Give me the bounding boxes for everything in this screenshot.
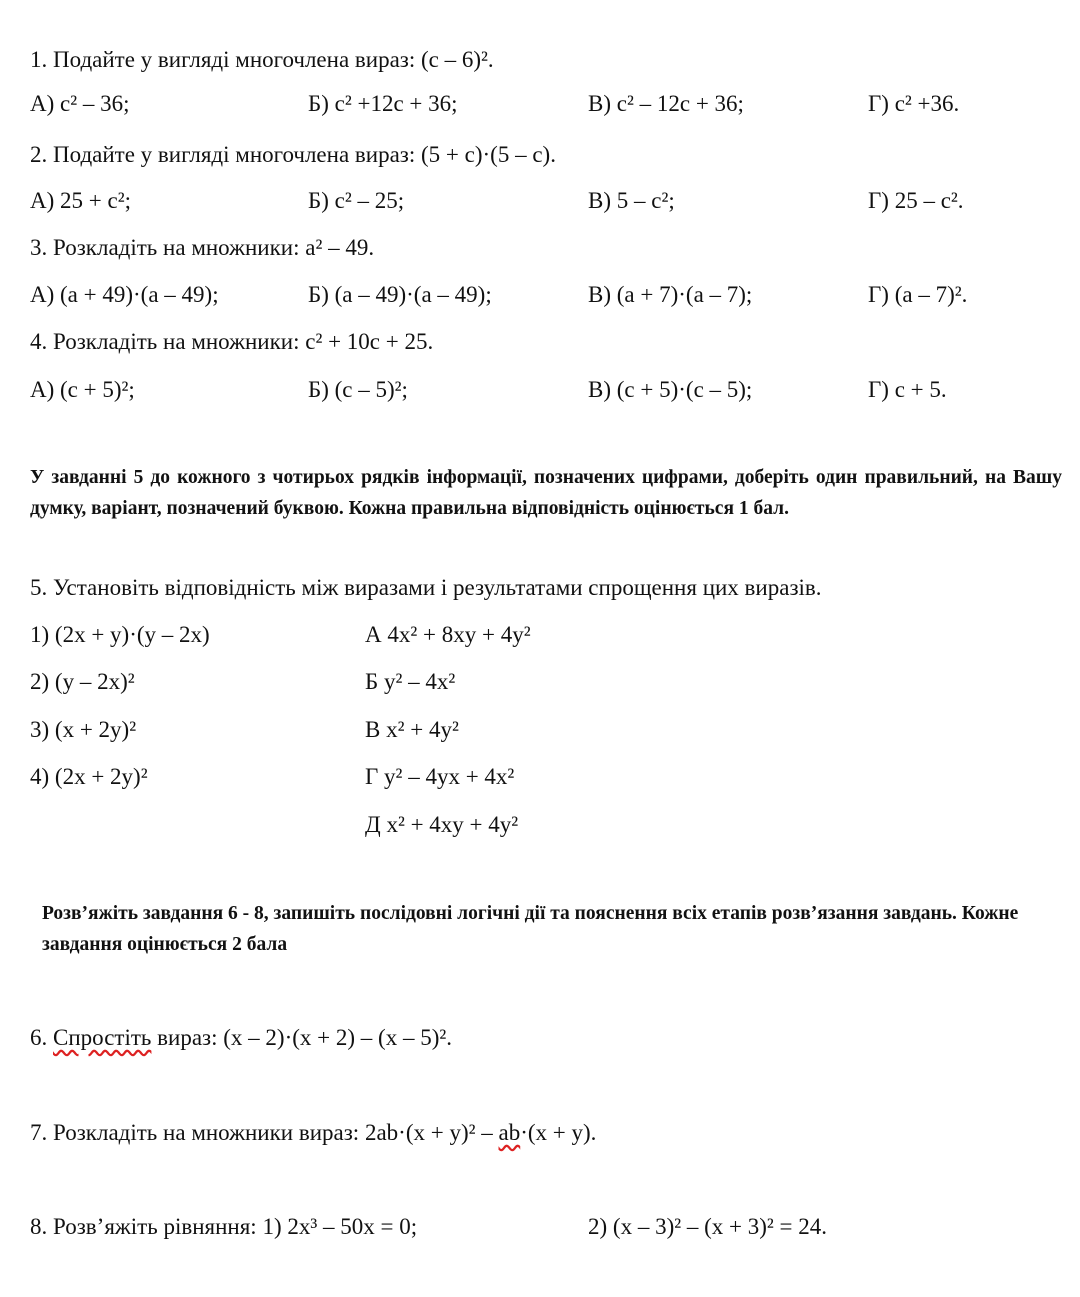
q1-option-g: Г) c² +36. <box>868 91 960 116</box>
q2-option-v: В) 5 – c²; <box>588 188 675 213</box>
q2-text: 2. Подайте у вигляді многочлена вираз: (5 + c)·(5 – c). <box>30 142 556 167</box>
task8-part2: 2) (x – 3)² – (x + 3)² = 24. <box>588 1214 828 1239</box>
task5-right-g: Г y² – 4yx + 4x² <box>365 764 515 789</box>
task7-word: ab <box>498 1120 521 1145</box>
instruction-task6-8: Розв’яжіть завдання 6 - 8, запишіть послідовні логічні дії та пояснення всіх етапів розв’язання завдань. Кожне завдання оцінюється 2 бала <box>42 903 1019 955</box>
q4-option-a: А) (c + 5)²; <box>30 377 135 402</box>
q1-text: 1. Подайте у вигляді многочлена вираз: (c – 6)². <box>30 47 494 72</box>
q4-option-v: В) (c + 5)·(c – 5); <box>588 377 753 402</box>
task5-right-v: В x² + 4y² <box>365 717 459 742</box>
q3-option-g: Г) (a – 7)². <box>868 282 968 307</box>
task6 <box>30 1024 452 1052</box>
q3-option-a: А) (a + 49)·(a – 49); <box>30 282 219 307</box>
task5-left-2: 2) (y – 2x)² <box>30 669 135 694</box>
task5-left-1: 1) (2x + y)·(y – 2x) <box>30 622 210 647</box>
q2-option-a: А) 25 + c²; <box>30 188 131 213</box>
task7-rest: ·(x + y). <box>520 1120 597 1145</box>
task5-right-d: Д x² + 4xy + 4y² <box>365 812 519 837</box>
task6-word: Спростіть <box>53 1025 152 1050</box>
task5-text: 5. Установіть відповідність між виразами і результатами спрощення цих виразів. <box>30 575 822 600</box>
q2-option-g: Г) 25 – c². <box>868 188 964 213</box>
task7-pre: 7. Розкладіть на множники вираз: 2ab·(x + y)² – <box>30 1120 499 1145</box>
task5-right-b: Б y² – 4x² <box>365 669 456 694</box>
q4-option-b: Б) (c – 5)²; <box>308 377 408 402</box>
task8-part1: 8. Розв’яжіть рівняння: 1) 2x³ – 50x = 0; <box>30 1214 418 1239</box>
q3-option-b: Б) (a – 49)·(a – 49); <box>308 282 492 307</box>
instruction-task5: У завданні 5 до кожного з чотирьох рядків інформації, позначених цифрами, доберіть один правильний, на Вашу думку, варіант, позначений буквою. Кожна правильна відповідність оцінюється 1 бал. <box>30 467 1062 519</box>
q4-option-g: Г) c + 5. <box>868 377 947 402</box>
q1-option-v: В) c² – 12c + 36; <box>588 91 744 116</box>
q1-option-b: Б) c² +12c + 36; <box>308 91 458 116</box>
q2-option-b: Б) c² – 25; <box>308 188 405 213</box>
task7 <box>30 1119 596 1147</box>
q4-text: 4. Розкладіть на множники: c² + 10c + 25. <box>30 329 434 354</box>
task5-left-3: 3) (x + 2y)² <box>30 717 137 742</box>
task5-right-a: А 4x² + 8xy + 4y² <box>365 622 531 647</box>
q1-option-a: А) c² – 36; <box>30 91 130 116</box>
task5-left-4: 4) (2x + 2y)² <box>30 764 148 789</box>
q3-text: 3. Розкладіть на множники: a² – 49. <box>30 235 375 260</box>
q3-option-v: В) (a + 7)·(a – 7); <box>588 282 753 307</box>
task6-rest: вираз: (x – 2)·(x + 2) – (x – 5)². <box>151 1025 453 1050</box>
task6-num: 6. <box>30 1025 53 1050</box>
